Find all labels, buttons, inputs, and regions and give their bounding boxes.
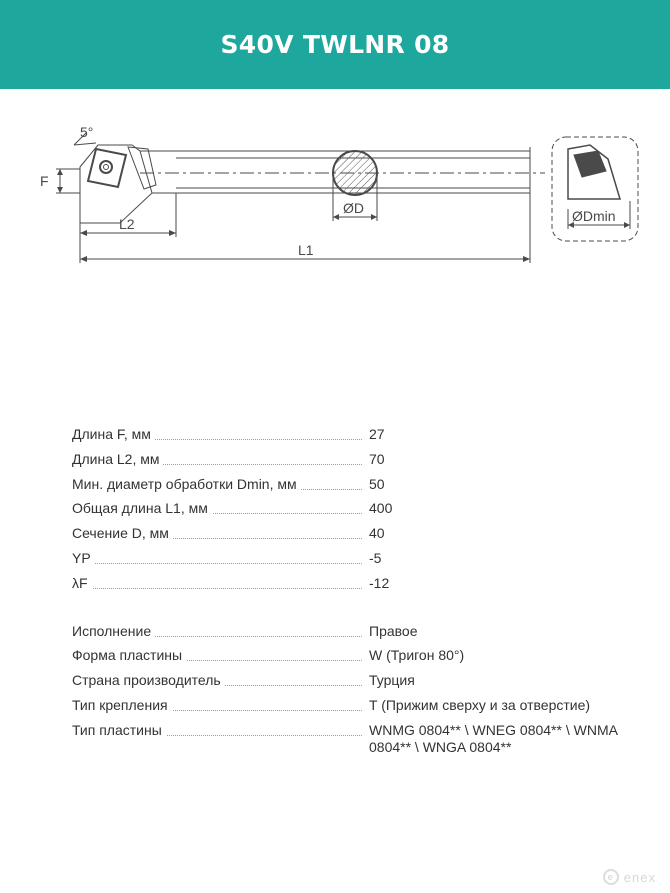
spec-label: Сечение D, мм	[72, 525, 173, 542]
spec-value: 400	[369, 500, 393, 517]
insert-screw	[100, 161, 112, 173]
spec-row	[72, 500, 662, 525]
spec-value: Турция	[369, 672, 415, 689]
spec-label: Общая длина L1, мм	[72, 500, 212, 517]
spec-label: YP	[72, 550, 95, 567]
spec-value: 50	[369, 475, 385, 492]
spec-value: 70	[369, 450, 385, 467]
clamp	[128, 147, 156, 189]
spec-label: Мин. диаметр обработки Dmin, мм	[72, 476, 301, 493]
spec-value: T (Прижим сверху и за отверстие)	[369, 696, 591, 713]
spec-label: Длина F, мм	[72, 426, 155, 443]
spec-label: Исполнение	[72, 623, 155, 640]
spec-label: Тип крепления	[72, 697, 172, 714]
spec-row	[72, 575, 662, 600]
spec-value: 40	[369, 525, 385, 542]
specs-table	[72, 426, 662, 766]
spec-row	[72, 722, 662, 766]
spec-label: λF	[72, 575, 92, 592]
spec-value: W (Тригон 80°)	[369, 647, 465, 664]
l1-label: L1	[298, 242, 314, 258]
spec-row	[72, 623, 662, 648]
cross-section	[333, 151, 377, 195]
spec-label: Тип пластины	[72, 722, 166, 739]
spec-row	[72, 426, 662, 451]
tool-head	[80, 145, 152, 223]
l2-label: L2	[119, 216, 135, 232]
watermark-text: enex	[623, 869, 656, 885]
f-label: F	[40, 173, 49, 189]
spec-value: -12	[369, 574, 390, 591]
spec-value: Правое	[369, 622, 418, 639]
spec-label: Форма пластины	[72, 647, 186, 664]
enex-watermark	[603, 869, 656, 885]
insert	[88, 149, 126, 187]
spec-value: -5	[369, 549, 382, 566]
spec-label: Страна производитель	[72, 672, 225, 689]
spec-row	[72, 451, 662, 476]
page-title: S40V TWLNR 08	[220, 30, 450, 59]
angle-label: 5°	[80, 124, 94, 140]
d-label: ØD	[343, 200, 364, 216]
spec-value: WNMG 0804** \ WNEG 0804** \ WNMA 0804** \ WNGA 0804**	[369, 721, 618, 755]
dmin-label: ØDmin	[572, 208, 616, 224]
spec-row	[72, 647, 662, 672]
spec-row	[72, 672, 662, 697]
title-bar	[0, 0, 670, 89]
spec-row	[72, 697, 662, 722]
technical-drawing	[0, 89, 670, 289]
spec-row	[72, 550, 662, 575]
spec-value: 27	[369, 426, 385, 442]
enex-logo-icon: e	[603, 869, 619, 885]
spec-row	[72, 476, 662, 501]
spec-row	[72, 525, 662, 550]
spec-label: Длина L2, мм	[72, 451, 163, 468]
